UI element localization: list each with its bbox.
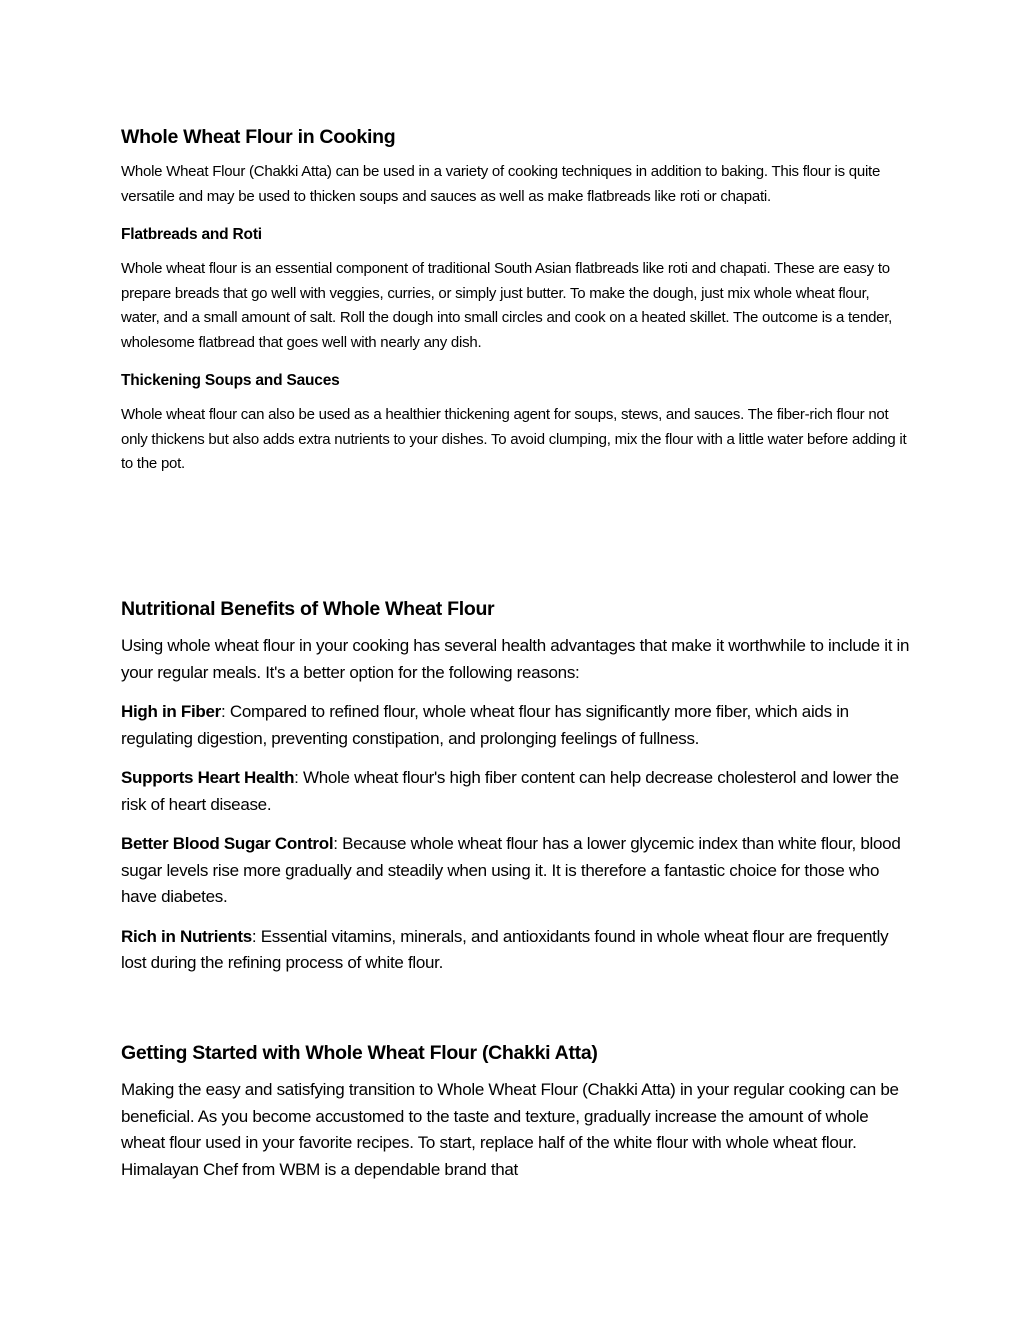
section-intro-paragraph: Whole Wheat Flour (Chakki Atta) can be used in a variety of cooking techniques in addition to baking. This flour is quite versatile and may be used to thicken soups and sauces as well as make flatbreads like roti or chapati. [121, 163, 881, 205]
section-cooking [121, 122, 911, 491]
benefit-text: : Whole wheat flour's high fiber content can help decrease cholesterol and lower the risk of heart disease. [121, 768, 899, 814]
section-intro-paragraph: Using whole wheat flour in your cooking has several health advantages that make it worthwhile to include it in your regular meals. It's a better option for the following reasons: [121, 636, 910, 682]
subsection-paragraph-thickening: Whole wheat flour can also be used as a healthier thickening agent for soups, stews, and sauces. The fiber-rich flour not only thickens but also adds extra nutrients to your dishes. To avoid clumping, mix the flour with a little water before adding it to the pot. [121, 406, 907, 472]
subsection-heading-thickening: Thickening Soups and Sauces [121, 372, 340, 389]
benefit-text: : Essential vitamins, minerals, and antioxidants found in whole wheat flour are frequently lost during the refining process of white flour. [121, 926, 889, 972]
benefit-text: : Because whole wheat flour has a lower glycemic index than white flour, blood sugar levels rise more gradually and steadily when using it. It is therefore a fantastic choice for those who have diabetes. [121, 834, 901, 906]
benefit-term: Better Blood Sugar Control [121, 834, 334, 853]
section-getting-started [121, 1038, 911, 1183]
section-heading: Getting Started with Whole Wheat Flour (Chakki Atta) [121, 1042, 598, 1064]
benefit-item [121, 924, 911, 977]
subsection-paragraph-flatbreads: Whole wheat flour is an essential component of traditional South Asian flatbreads like roti and chapati. These are easy to prepare breads that go well with veggies, curries, or simply just butter. To make the dough, just mix whole wheat flour, water, and a small amount of salt. Roll the dough into small circles and cook on a heated skillet. The outcome is a tender, wholesome flatbread that goes well with nearly any dish. [121, 260, 893, 351]
benefit-item [121, 765, 911, 818]
benefit-term: Supports Heart Health [121, 768, 295, 787]
benefit-item [121, 699, 911, 752]
section-intro-paragraph: Making the easy and satisfying transition to Whole Wheat Flour (Chakki Atta) in your regular cooking can be beneficial. As you become accustomed to the taste and texture, gradually increase the amount of whole wheat flour used in your favorite recipes. To start, replace half of the white flour with whole wheat flour. Himalayan Chef from WBM is a dependable brand that [121, 1080, 899, 1179]
benefit-text: : Compared to refined flour, whole wheat flour has significantly more fiber, which aids in regulating digestion, preventing constipation, and prolonging feelings of fullness. [121, 702, 849, 748]
benefit-term: High in Fiber [121, 702, 221, 721]
section-heading: Whole Wheat Flour in Cooking [121, 126, 396, 148]
benefit-term: Rich in Nutrients [121, 926, 252, 946]
subsection-heading-flatbreads: Flatbreads and Roti [121, 226, 262, 243]
section-heading: Nutritional Benefits of Whole Wheat Flour [121, 598, 495, 620]
benefit-item [121, 831, 911, 911]
section-nutrition [121, 594, 911, 990]
